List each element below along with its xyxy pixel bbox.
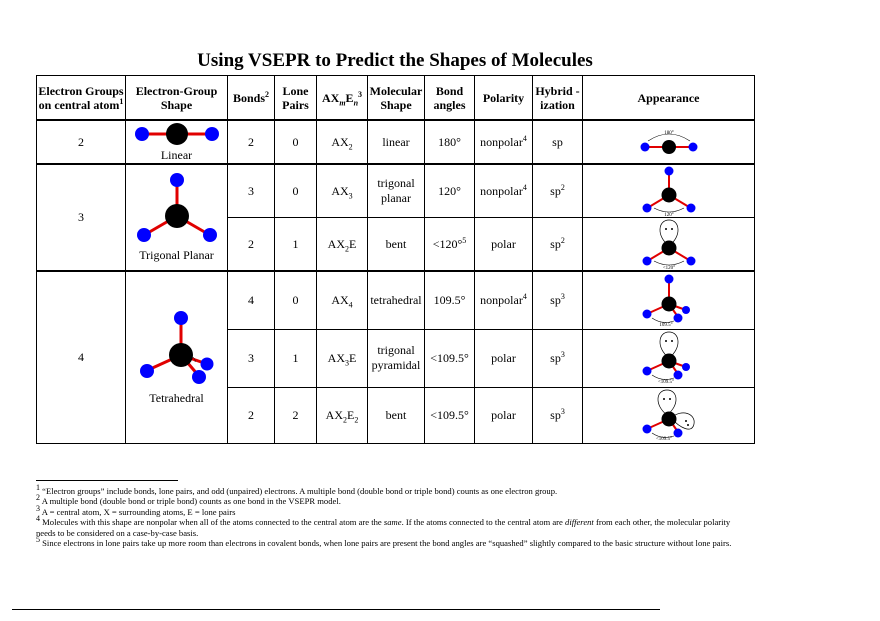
footnote-divider — [36, 480, 178, 481]
trigonal-pyramidal-appearance-icon — [634, 330, 704, 386]
bottom-divider — [12, 609, 660, 610]
bent-tetrahedral-appearance-icon — [634, 388, 704, 442]
appearance-cell — [583, 329, 755, 387]
bond-angle-cell: 180° — [425, 120, 475, 164]
lone-pairs-cell: 1 — [275, 218, 317, 272]
formula-cell: $AX_3$ — [317, 164, 368, 218]
molecular-shape-cell: trigonal pyramidal — [368, 329, 425, 387]
shape-label: Trigonal Planar — [139, 248, 214, 262]
footnote: $^5$ Since electrons in lone pairs take up more room than electrons in covalent bonds, when lone pairs are present the bond angles are “squashed” slightly compared to the basic structure without lone pairs. — [36, 535, 732, 549]
lone-pairs-cell: 2 — [275, 387, 317, 443]
appearance-angle-label: <109.5° — [657, 380, 674, 385]
polarity-cell: nonpolar$^4$ — [475, 164, 533, 218]
bonds-cell: 4 — [228, 271, 275, 329]
table-row — [37, 120, 755, 164]
appearance-cell — [583, 271, 755, 329]
header-polarity: Polarity — [475, 76, 533, 121]
appearance-angle-label: <120° — [662, 266, 675, 270]
molecular-shape-cell: trigonal planar — [368, 164, 425, 218]
hybridization-cell: $sp^3$ — [533, 271, 583, 329]
trigonal-planar-molecule-icon — [132, 172, 222, 248]
bent-trigonal-appearance-icon — [634, 218, 704, 270]
linear-molecule-icon — [129, 122, 225, 148]
lone-pairs-cell: 0 — [275, 164, 317, 218]
bonds-cell: 3 — [228, 329, 275, 387]
footnotes — [36, 483, 751, 549]
eg-shape-cell — [126, 120, 228, 164]
header-hybridization: Hybrid -ization — [533, 76, 583, 121]
header-bond-angles: Bond angles — [425, 76, 475, 121]
hybridization-cell: sp — [533, 120, 583, 164]
header-appearance: Appearance — [583, 76, 755, 121]
lone-pairs-cell: 0 — [275, 120, 317, 164]
appearance-cell — [583, 218, 755, 272]
bonds-cell: 2 — [228, 218, 275, 272]
shape-label: Linear — [160, 147, 193, 162]
group-count: 2 — [37, 120, 126, 164]
hybridization-cell: $sp^2$ — [533, 218, 583, 272]
hybridization-cell: $sp^3$ — [533, 387, 583, 443]
formula-cell: $AX_4$ — [317, 271, 368, 329]
polarity-cell: polar — [475, 329, 533, 387]
shape-label: Tetrahedral — [149, 390, 204, 405]
footnote: $^3$ A = central atom, X = surrounding atoms, E = lone pairs — [36, 503, 236, 517]
eg-shape-cell — [126, 271, 228, 443]
formula-cell: $AX_2E$ — [317, 218, 368, 272]
header-electron-groups: Electron Groups on central atom$^1$ — [37, 76, 126, 121]
bonds-cell: 2 — [228, 120, 275, 164]
header-row — [37, 76, 755, 121]
polarity-cell: polar — [475, 218, 533, 272]
molecular-shape-cell: bent — [368, 218, 425, 272]
header-eg-shape: Electron-Group Shape — [126, 76, 228, 121]
appearance-angle-label: 120° — [663, 213, 674, 217]
lone-pairs-cell: 0 — [275, 271, 317, 329]
bond-angle-cell: <120°$^5$ — [425, 218, 475, 272]
trigonal-planar-appearance-icon — [634, 165, 704, 217]
group-count: 3 — [37, 164, 126, 271]
molecular-shape-cell: tetrahedral — [368, 271, 425, 329]
bonds-cell: 2 — [228, 387, 275, 443]
tetrahedral-molecule-icon — [129, 309, 225, 391]
eg-shape-cell — [126, 164, 228, 271]
appearance-cell — [583, 164, 755, 218]
molecular-shape-cell: bent — [368, 387, 425, 443]
hybridization-cell: $sp^2$ — [533, 164, 583, 218]
appearance-cell — [583, 387, 755, 443]
polarity-cell: nonpolar$^4$ — [475, 120, 533, 164]
formula-cell: $AX_2$ — [317, 120, 368, 164]
linear-appearance-icon — [634, 128, 704, 156]
table-row — [37, 271, 755, 329]
header-formula: $AX_mE_n^3$ — [317, 76, 368, 121]
bonds-cell: 3 — [228, 164, 275, 218]
group-count: 4 — [37, 271, 126, 443]
header-molecular-shape: Molecular Shape — [368, 76, 425, 121]
footnote: $^1$ “Electron groups” include bonds, lone pairs, and odd (unpaired) electrons. A multiple bond (double bond or triple bond) counts as one electron group. — [36, 483, 558, 496]
vsepr-table — [36, 75, 755, 444]
formula-cell: $AX_2E_2$ — [317, 387, 368, 443]
appearance-angle-label: 109.5° — [658, 323, 673, 329]
appearance-angle-label: 180° — [663, 131, 674, 136]
appearance-cell — [583, 120, 755, 164]
bond-angle-cell: 120° — [425, 164, 475, 218]
formula-cell: $AX_3E$ — [317, 329, 368, 387]
header-bonds: Bonds$^2$ — [228, 76, 275, 121]
polarity-cell: nonpolar$^4$ — [475, 271, 533, 329]
lone-pairs-cell: 1 — [275, 329, 317, 387]
appearance-angle-label: <109.5° — [655, 437, 672, 442]
hybridization-cell: $sp^3$ — [533, 329, 583, 387]
bond-angle-cell: <109.5° — [425, 329, 475, 387]
molecular-shape-cell: linear — [368, 120, 425, 164]
page-title: Using VSEPR to Predict the Shapes of Molecules — [197, 50, 593, 71]
tetrahedral-appearance-icon — [634, 272, 704, 328]
bond-angle-cell: 109.5° — [425, 271, 475, 329]
header-lone-pairs: Lone Pairs — [275, 76, 317, 121]
polarity-cell: polar — [475, 387, 533, 443]
bond-angle-cell: <109.5° — [425, 387, 475, 443]
table-row — [37, 164, 755, 218]
footnote: $^2$ A multiple bond (double bond or triple bond) counts as one bond in the VSEPR model. — [36, 493, 341, 507]
footnote: $^4$ Molecules with this shape are nonpolar when all of the atoms connected to the central atom are the same. If the atoms connected to the central atom are different from each other, the molecular polarity needs to be considered on a case-by-case basis. — [36, 514, 731, 538]
